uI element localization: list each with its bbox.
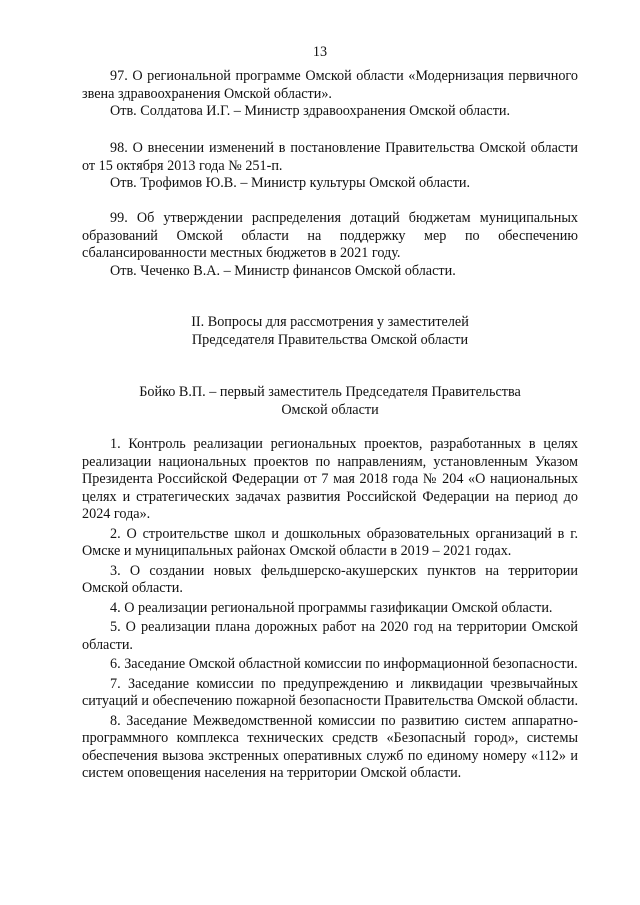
responsible-person: Отв. Трофимов Ю.В. – Министр культуры Омской области. [110,175,471,191]
section-title-line: Председателя Правительства Омской области [191,331,469,348]
deputy-items-list [82,436,578,785]
list-item: 3. О создании новых фельдшерско-акушерских пунктов на территории Омской области. [82,562,578,596]
responsible-person: Отв. Чеченко В.А. – Министр финансов Омской области. [110,262,456,279]
list-item: 2. О строительстве школ и дошкольных образовательных организаций в г. Омске и муниципальных районах Омской области в 2019 – 2021 годах. [82,525,578,559]
agenda-item-99 [82,210,578,280]
deputy-heading [82,384,578,419]
list-item: 1. Контроль реализации региональных проектов, разработанных в целях реализации национальных проектов по направлениям, установленным Указом Президента Российской Федерации от 7 мая 2018 года № 204 «О национальных целях и стратегических задачах развития Российской Федерации на период до 2024 года». [82,436,578,522]
deputy-heading-line: Омской области [281,401,379,418]
section-title-line: II. Вопросы для рассмотрения у заместителей [191,314,469,330]
agenda-item-text: 97. О региональной программе Омской области «Модернизация первичного звена здравоохранения Омской области». [82,68,578,102]
page-number: 13 [312,44,328,60]
responsible-person: Отв. Солдатова И.Г. – Министр здравоохранения Омской области. [110,103,511,119]
list-item: 8. Заседание Межведомственной комиссии по развитию систем аппаратно-программного комплекса технических средств «Безопасный город», системы обеспечения вызова экстренных оперативных служб по единому номеру «112» и систем оповещения населения на территории Омской области. [82,712,578,781]
deputy-heading-line: Бойко В.П. – первый заместитель Председателя Правительства [139,384,521,400]
list-item: 5. О реализации плана дорожных работ на 2020 год на территории Омской области. [82,619,578,653]
agenda-item-text: 99. Об утверждении распределения дотаций бюджетам муниципальных образований Омской области на поддержку мер по обеспечению сбалансированности местных бюджетов в 2021 году. [82,210,578,261]
agenda-item-98 [82,140,578,193]
list-item: 4. О реализации региональной программы газификации Омской области. [110,599,553,616]
list-item: 7. Заседание комиссии по предупреждению и ликвидации чрезвычайных ситуаций и обеспечению пожарной безопасности Правительства Омской области. [82,675,578,709]
section-title [82,314,578,349]
agenda-item-97 [82,68,578,121]
list-item: 6. Заседание Омской областной комиссии по информационной безопасности. [110,656,578,672]
agenda-item-text: 98. О внесении изменений в постановление Правительства Омской области от 15 октября 2013 года № 251-п. [82,140,578,174]
